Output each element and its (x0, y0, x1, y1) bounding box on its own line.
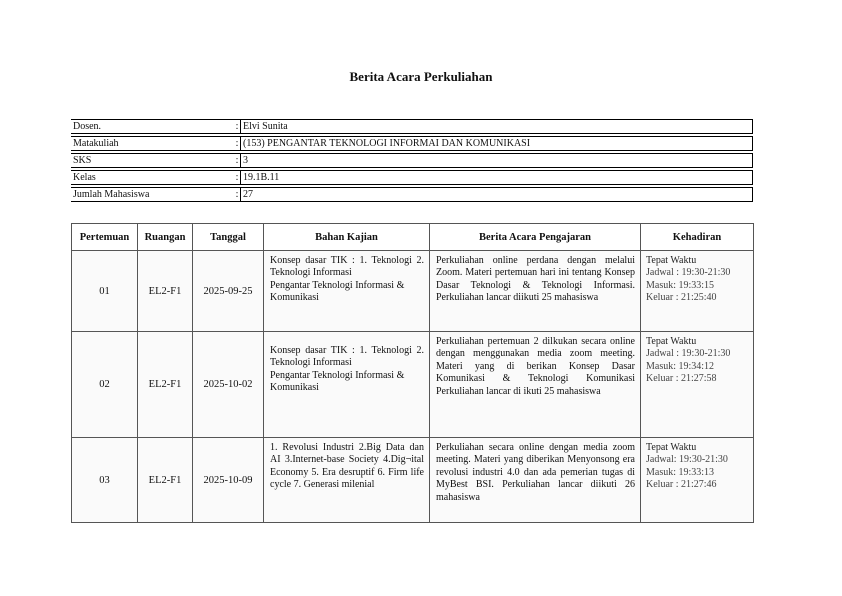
info-key: Dosen. (71, 120, 234, 134)
info-separator: : (234, 120, 241, 134)
info-separator: : (234, 188, 241, 202)
info-separator: : (234, 137, 241, 151)
course-info-table (71, 119, 753, 202)
bahan-kajian-text: Konsep dasar TIK : 1. Teknologi 2. Teknologi Informasi (270, 255, 424, 279)
bahan-kajian-text-2: Pengantar Teknologi Informasi & Komunikasi (270, 279, 405, 304)
cell-berita-acara: Perkuliahan pertemuan 2 dilkukan secara online dengan menggunakan media zoom meeting. Materi yang di berikan Konsep Dasar Komunikasi & Teknologi Komunikasi Perkuliahan lancar di ikuti 25 mahasiswa (430, 332, 641, 438)
attendance-check-out: Keluar : 21:25:40 (646, 292, 717, 304)
cell-kehadiran (641, 438, 754, 523)
info-row-dosen (71, 120, 753, 134)
table-row (72, 251, 754, 332)
attendance-schedule: Jadwal : 19:30-21:30 (646, 348, 731, 360)
info-key: Matakuliah (71, 137, 234, 151)
column-header-pertemuan: Pertemuan (72, 224, 138, 251)
info-value: 19.1B.11 (241, 171, 753, 185)
info-key: Kelas (71, 171, 234, 185)
attendance-status: Tepat Waktu (646, 255, 697, 266)
cell-kehadiran (641, 332, 754, 438)
cell-berita-acara: Perkuliahan online perdana dengan melalui Zoom. Materi pertemuan hari ini tentang Konsep Dasar Teknologi & Teknologi Informasi. Perkuliahan lancar diikuti 25 mahasiswa (430, 251, 641, 332)
info-row-kelas (71, 171, 753, 185)
attendance-schedule: Jadwal : 19:30-21:30 (646, 267, 731, 279)
cell-bahan-kajian (264, 332, 430, 438)
cell-tanggal: 2025-10-02 (193, 332, 264, 438)
column-header-tanggal: Tanggal (193, 224, 264, 251)
column-header-kehadiran: Kehadiran (641, 224, 754, 251)
info-row-matakuliah (71, 137, 753, 151)
info-value: 27 (241, 188, 753, 202)
attendance-check-out: Keluar : 21:27:46 (646, 479, 717, 491)
cell-pertemuan: 01 (72, 251, 138, 332)
cell-tanggal: 2025-10-09 (193, 438, 264, 523)
cell-berita-acara: Perkuliahan secara online dengan media zoom meeting. Materi yang diberikan Menyonsong era revolusi industri 4.0 dan ada pemerian tugas di MyBest BSI. Perkuliahan lancar diikuti 26 mahasiswa (430, 438, 641, 523)
info-value: Elvi Sunita (241, 120, 753, 134)
cell-ruangan: EL2-F1 (138, 251, 193, 332)
table-header-row (72, 224, 754, 251)
attendance-check-in: Masuk: 19:34:12 (646, 360, 715, 372)
attendance-check-in: Masuk: 19:33:13 (646, 466, 715, 478)
cell-pertemuan: 03 (72, 438, 138, 523)
cell-ruangan: EL2-F1 (138, 438, 193, 523)
lecture-log-table (71, 223, 754, 523)
attendance-check-in: Masuk: 19:33:15 (646, 279, 715, 291)
cell-pertemuan: 02 (72, 332, 138, 438)
cell-bahan-kajian (264, 251, 430, 332)
info-row-jumlah-mahasiswa (71, 188, 753, 202)
bahan-kajian-text: 1. Revolusi Industri 2.Big Data dan AI 3.Internet-base Society 4.Dig¬ital Economy 5. Era desruptif 6. Firm life cycle 7. Generasi milenial (270, 442, 424, 491)
cell-kehadiran (641, 251, 754, 332)
cell-bahan-kajian (264, 438, 430, 523)
bahan-kajian-text: Konsep dasar TIK : 1. Teknologi 2. Teknologi Informasi (270, 345, 424, 369)
document-title: Berita Acara Perkuliahan (349, 69, 493, 84)
info-separator: : (234, 154, 241, 168)
cell-tanggal: 2025-09-25 (193, 251, 264, 332)
info-row-sks (71, 154, 753, 168)
column-header-bahan-kajian: Bahan Kajian (264, 224, 430, 251)
column-header-ruangan: Ruangan (138, 224, 193, 251)
info-value: 3 (241, 154, 753, 168)
info-separator: : (234, 171, 241, 185)
cell-ruangan: EL2-F1 (138, 332, 193, 438)
table-row (72, 332, 754, 438)
attendance-status: Tepat Waktu (646, 336, 697, 347)
table-row (72, 438, 754, 523)
info-value: (153) PENGANTAR TEKNOLOGI INFORMAI DAN KOMUNIKASI (241, 137, 753, 151)
attendance-check-out: Keluar : 21:27:58 (646, 373, 717, 385)
info-key: SKS (71, 154, 234, 168)
attendance-status: Tepat Waktu (646, 442, 697, 453)
bahan-kajian-text-2: Pengantar Teknologi Informasi & Komunikasi (270, 369, 405, 394)
column-header-berita-acara: Berita Acara Pengajaran (430, 224, 641, 251)
info-key: Jumlah Mahasiswa (71, 188, 234, 202)
attendance-schedule: Jadwal: 19:30-21:30 (646, 454, 728, 466)
